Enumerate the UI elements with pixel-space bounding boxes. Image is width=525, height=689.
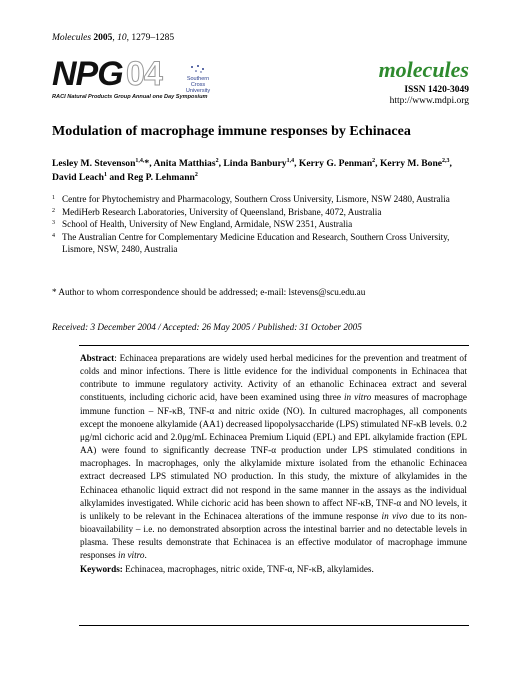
abstract-rule-top	[79, 345, 469, 346]
abstract-block	[80, 352, 467, 576]
affiliation-number: 2	[52, 207, 55, 214]
author-affiliation-mark: 2	[215, 157, 219, 164]
author-affiliation-mark: 2,3	[442, 157, 450, 164]
citation-pages: , 1279–1285	[126, 33, 175, 43]
abstract-text-4: .	[144, 550, 147, 561]
citation-journal: Molecules	[52, 33, 92, 43]
affiliation-number: 1	[52, 195, 55, 201]
author-separator: and	[106, 172, 128, 183]
abstract-text-3: due to its non-bioavailability – i.e. no demonstrated absorption across the intestinal barrier and no detectable levels in plasma. These results demonstrate that Echinacea is an effective modulator of macrophage immune responses	[80, 510, 468, 561]
logo-tagline: RACI Natural Products Group Annual one Day Symposium	[52, 94, 208, 100]
scu-line2: University	[185, 88, 211, 94]
abstract-label: Abstract	[80, 353, 115, 363]
keywords-line	[80, 563, 467, 576]
correspondence-note: * Author to whom correspondence should be addressed; e-mail: lstevens@scu.edu.au	[52, 287, 366, 297]
abstract-text-2: measures of macrophage immune function – NF-κB, TNF-α and nitric oxide (NO). In cultured macrophages, all components except the monoene alkylamide (AA1) decreased lipopolysaccharide (LPS) stimulated NF-κB levels. 0.2 μg/ml cichoric acid and 2.0μg/mL Echinacea Premium Liquid (EPL) and EPL alkylamide fraction (EPL AA) were found to significantly decrease TNF-α production under LPS stimulated conditions in macrophages. In macrophages, only the alkylamide mixture isolated from the ethanolic Echinacea extract decreased LPS stimulated NO production. In this study, the mixture of alkylamides in the Echinacea ethanolic liquid extract did not respond in the same manner in the assays as the individual alkylamides investigated. While cichoric acid has been shown to affect NF-κB, TNF-α and NO levels, it is unlikely to be relevant in the Echinacea alterations of the immune response	[80, 392, 467, 521]
author-name: Lesley M. Stevenson	[52, 158, 136, 169]
keywords-text: Echinacea, macrophages, nitric oxide, TNF-α, NF-κB, alkylamides.	[122, 563, 374, 574]
logo-04-text: 04	[126, 55, 162, 93]
author-name: Linda Banbury	[223, 158, 287, 169]
affiliation-text: Centre for Phytochemistry and Pharmacology, Southern Cross University, Lismore, NSW 2480, Australia	[62, 194, 450, 204]
corresponding-author-mark: *	[144, 158, 150, 169]
keywords-label: Keywords:	[80, 563, 123, 574]
affiliation-text: School of Health, University of New England, Armidale, NSW 2351, Australia	[62, 219, 353, 230]
abstract-italic-3: in vitro	[118, 550, 145, 561]
affiliation-number: 4	[52, 232, 55, 239]
author-affiliation-mark: 1,4	[286, 157, 295, 164]
paper-title: Modulation of macrophage immune responses by Echinacea	[52, 124, 411, 139]
affiliation-item	[52, 231, 472, 256]
journal-name: molecules	[378, 57, 469, 82]
author-affiliation-mark: 1,4,	[135, 157, 145, 164]
affiliation-text: The Australian Centre for Complementary Medicine Education and Research, Southern Cross University, Lismore, NSW, 2480, Australia	[62, 231, 450, 255]
author-separator: ,	[294, 158, 299, 169]
author-list	[52, 157, 472, 185]
citation-year: 2005	[93, 33, 113, 43]
abstract-italic-2: in vivo	[381, 510, 408, 521]
author-separator: ,	[375, 158, 380, 169]
affiliation-text: MediHerb Research Laboratories, University of Queensland, Brisbane, 4072, Australia	[62, 206, 382, 217]
scu-logo	[180, 64, 216, 94]
affiliation-list	[52, 193, 472, 256]
author-affiliation-mark: 2	[194, 171, 198, 178]
abstract-rule-bottom	[79, 625, 469, 626]
logo-npg-text: NPG	[52, 55, 123, 93]
author-name: David Leach	[52, 172, 104, 183]
author-affiliation-mark: 2	[372, 157, 376, 164]
author-separator: ,	[449, 158, 452, 169]
author-separator: ,	[149, 158, 154, 169]
author-affiliation-mark: 1	[103, 171, 107, 178]
npg04-logo	[52, 56, 252, 106]
citation-line: Molecules 2005, 10, 1279–1285	[52, 33, 175, 43]
journal-issn: ISSN 1420-3049	[404, 85, 469, 95]
author-name: Reg P. Lehmann	[127, 172, 195, 183]
affiliation-number: 3	[52, 220, 55, 227]
author-separator: ,	[218, 158, 224, 169]
author-name: Kerry M. Bone	[379, 158, 443, 169]
publication-dates: Received: 3 December 2004 / Accepted: 26 May 2005 / Published: 31 October 2005	[52, 322, 362, 332]
citation-volume: 10	[117, 33, 127, 43]
affiliation-item	[52, 206, 472, 219]
abstract-text-1: : Echinacea preparations are widely used herbal medicines for the prevention and treatment of colds and minor infections. There is little evidence for the individual components in Echinacea that contribute to immune regulatory activity. Activity of an ethanolic Echinacea extract and several constituents, including cichoric acid, have been examined using three	[80, 353, 467, 403]
journal-masthead	[379, 58, 469, 106]
abstract-italic-1: in vitro	[344, 392, 372, 403]
scu-line1: Southern Cross	[186, 76, 210, 88]
star-icon	[188, 64, 208, 74]
journal-url[interactable]: http://www.mdpi.org	[389, 96, 469, 106]
author-name: Anita Matthias	[153, 158, 216, 169]
affiliation-item	[52, 193, 472, 206]
author-name: Kerry G. Penman	[298, 158, 373, 169]
affiliation-item	[52, 218, 472, 231]
